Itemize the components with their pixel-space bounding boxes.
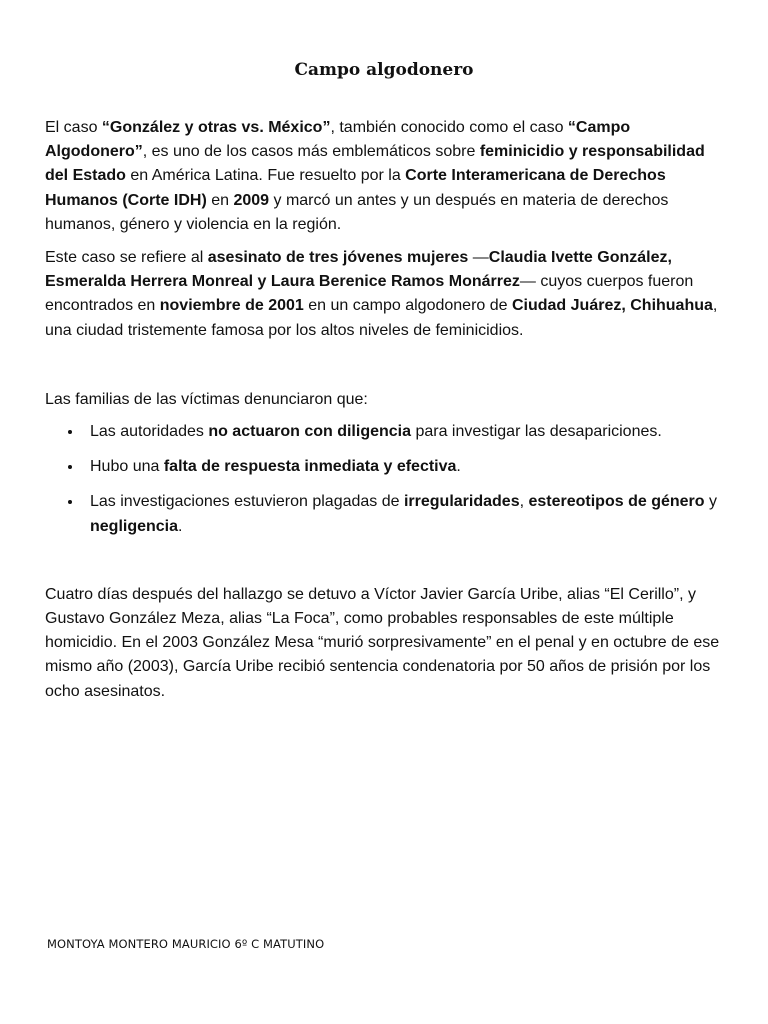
bold-text-run: negligencia [90,517,179,535]
bold-text-run: “González y otras vs. México” [101,119,331,136]
bold-text-run: irregularidades [403,493,520,511]
text-run: Hubo una [90,458,164,476]
bold-text-run: estereotipos de género [528,493,705,511]
paragraph-victims [45,246,727,343]
bold-text-run: Ciudad Juárez, Chihuahua [511,297,713,315]
bold-text-run: asesinato de tres jóvenes mujeres [207,249,469,267]
text-run: . [178,517,183,535]
paragraph-intro [45,116,727,237]
text-run: para investigar las desapariciones. [411,423,662,441]
text-run: — [468,249,489,267]
list-item [90,490,727,538]
bold-text-run: falta de respuesta inmediata y efectiva [163,458,457,476]
text-run: , [519,493,529,511]
text-run: , también conocido como el caso [330,119,568,136]
document-body [45,116,727,704]
bold-text-run: “Campo Algodonero” [45,119,631,161]
text-run: y [704,493,717,511]
text-run: — cuyos cuerpos fueron encontrados en [45,273,694,315]
footer-author: MONTOYA MONTERO MAURICIO 6º C MATUTINO [47,937,325,951]
bold-text-run: feminicidio y responsabilidad del Estado [45,143,705,185]
text-run: y marcó un antes y un después en materia de derechos humanos, género y violencia en la región. [45,191,669,233]
complaints-list [45,420,727,539]
text-run: Este caso se refiere al [45,249,208,267]
bold-text-run: no actuaron con diligencia [208,423,412,441]
bold-text-run: noviembre de 2001 [159,297,304,315]
text-run: en América Latina. Fue resuelto por la [125,167,406,185]
bold-text-run: 2009 [233,191,270,209]
list-item [90,420,727,444]
bold-text-run: Corte Interamericana de Derechos Humanos (Corte IDH) [45,167,666,209]
text-run: El caso [45,119,102,136]
text-run: en un campo algodonero de [303,297,512,315]
list-item [90,455,727,479]
paragraph-arrests: Cuatro días después del hallazgo se detuvo a Víctor Javier García Uribe, alias “El Cerillo”, y Gustavo González Meza, alias “La Foca”, como probables responsables de este múltiple homicidio. En el 2003 González Mesa “murió sorpresivamente” en el penal y en octubre de ese mismo año (2003), García Uribe recibió sentencia condenatoria por 50 años de prisión por los ocho asesinatos. [45,585,720,700]
text-run: . [456,458,461,476]
text-run: Las investigaciones estuvieron plagadas de [90,493,404,511]
text-run: , es uno de los casos más emblemáticos sobre [142,143,480,161]
bold-text-run: Claudia Ivette González, Esmeralda Herrera Monreal y Laura Berenice Ramos Monárrez [45,249,672,291]
text-run: Las autoridades [90,423,209,441]
document-title: Campo algodonero [294,60,474,81]
text-run: , una ciudad tristemente famosa por los altos niveles de feminicidios. [45,297,718,339]
paragraph-families: Las familias de las víctimas denunciaron que: [45,390,368,408]
text-run: en [206,191,234,209]
